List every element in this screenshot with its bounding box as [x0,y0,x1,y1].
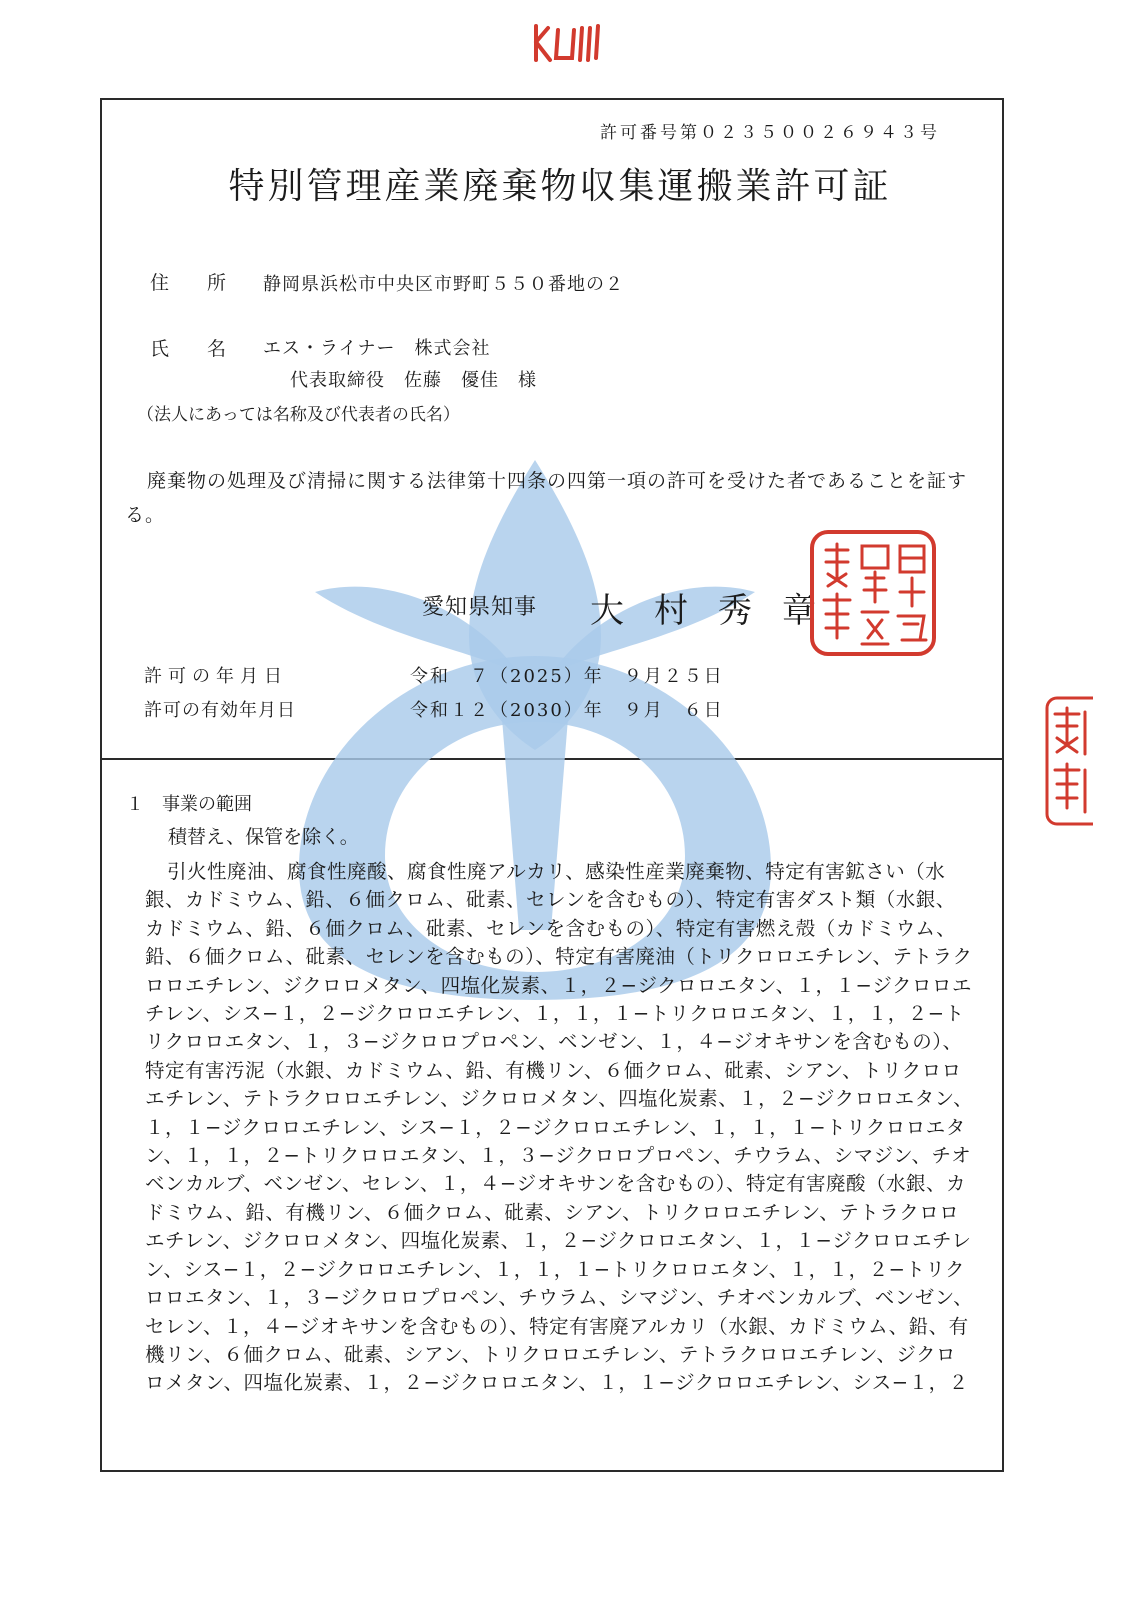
expiry-date-value: 令和１２（2030）年 ９月 ６日 [410,700,724,721]
certificate-title: 特別管理産業廃棄物収集運搬業許可証 [228,166,892,207]
governor-title: 愛知県知事 [422,595,538,620]
company-name: エス・ライナー 株式会社 [263,338,491,359]
scope-body-text: 引火性廃油、腐食性廃酸、腐食性廃アルカリ、感染性産業廃棄物、特定有害鉱さい（水銀、カドミウム、鉛、６価クロム、砒素、セレンを含むもの）、特定有害ダスト類（水銀、カドミウム、鉛、６価クロム、砒素、セレンを含むもの）、特定有害燃え殻（カドミウム、鉛、６価クロム、砒素、セレンを含むもの）、特定有害廃油（トリクロロエチレン、テトラクロロエチレン、ジクロロメタン、四塩化炭素、１，２−ジクロロエタン、１，１−ジクロロエチレン、シス−１，２−ジクロロエチレン、１，１，１−トリクロロエタン、１，１，２−トリクロロエタン、１，３−ジクロロプロペン、ベンゼン、１，４−ジオキサンを含むもの）、特定有害汚泥（水銀、カドミウム、鉛、有機リン、６価クロム、砒素、シアン、トリクロロエチレン、テトラクロロエチレン、ジクロロメタン、四塩化炭素、１，２−ジクロロエタン、１，１−ジクロロエチレン、シス−１，２−ジクロロエチレン、１，１，１−トリクロロエタン、１，１，２−トリクロロエタン、１，３−ジクロロプロペン、チウラム、シマジン、チオベンカルブ、ベンゼン、セレン、１，４−ジオキサンを含むもの）、特定有害廃酸（水銀、カドミウム、鉛、有機リン、６価クロム、砒素、シアン、トリクロロエチレン、テトラクロロエチレン、ジクロロメタン、四塩化炭素、１，２−ジクロロエタン、１，１−ジクロロエチレン、シス−１，２−ジクロロエチレン、１，１，１−トリクロロエタン、１，１，２−トリクロロエタン、１，３−ジクロロプロペン、チウラム、シマジン、チオベンカルブ、ベンゼン、セレン、１，４−ジオキサンを含むもの）、特定有害廃アルカリ（水銀、カドミウム、鉛、有機リン、６価クロム、砒素、シアン、トリクロロエチレン、テトラクロロエチレン、ジクロロメタン、四塩化炭素、１，２−ジクロロエタン、１，１−ジクロロエチレン、シス−１，２ [145,860,974,1395]
name-note: （法人にあっては名称及び代表者の氏名） [137,405,460,425]
permit-date-value: 令和 ７（2025）年 ９月２５日 [410,666,724,687]
top-stamp-mark [528,20,610,66]
permit-number: 許可番号第０２３５００２６９４３号 [600,123,940,143]
permit-date-label: 許可の年月日 [144,666,288,687]
expiry-date-label: 許可の有効年月日 [144,700,296,721]
scope-subheading: 積替え、保管を除く。 [168,826,359,848]
governor-name: 大村秀章 [590,591,846,631]
representative-name: 代表取締役 佐藤 優佳 様 [290,370,537,391]
scope-heading: １ 事業の範囲 [126,794,252,815]
certification-text: 廃棄物の処理及び清掃に関する法律第十四条の四第一項の許可を受けた者であることを証する。 [125,470,968,526]
official-seal [808,528,938,658]
edge-seal [1043,694,1093,829]
address-value: 静岡県浜松市中央区市野町５５０番地の２ [263,274,624,295]
address-label: 住所 [150,272,265,294]
name-label: 氏名 [150,338,265,360]
